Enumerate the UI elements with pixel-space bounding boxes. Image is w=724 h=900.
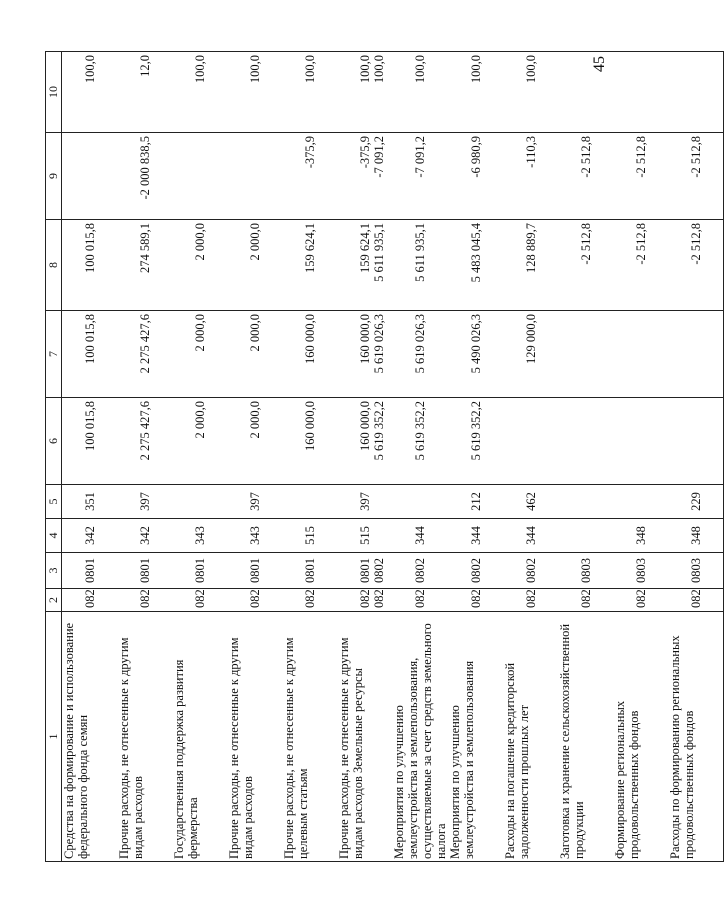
cell-c4: 515 [282,519,337,553]
row-label: Расходы по формированию региональных продовольственных фондов [668,612,724,862]
cell-c6 [503,398,558,485]
cell-c2: 082 [62,589,118,612]
cell-c9: -2 512,8 [668,133,724,220]
cell-c6: 100 015,8 [62,398,118,485]
column-header: 4 [46,519,62,553]
row-label: Формирование региональных продовольственных фондов [613,612,668,862]
cell-c7 [668,311,724,398]
cell-c9: -2 000 838,5 [117,133,172,220]
cell-c9: -2 512,8 [558,133,613,220]
cell-c4: 515 [337,519,392,553]
cell-c7: 5 619 026,3 [392,311,448,398]
table-row [62,52,118,862]
table-row [668,52,724,862]
cell-c5 [172,485,227,519]
column-header: 8 [46,220,62,311]
cell-c3: 0802 [503,553,558,589]
cell-c9 [227,133,282,220]
cell-c7: 5 490 026,3 [448,311,503,398]
cell-c2: 082 [392,589,448,612]
column-header: 6 [46,398,62,485]
cell-c10: 100,0 [392,52,448,133]
cell-c8: 274 589,1 [117,220,172,311]
cell-line: 160 000,0 [358,314,372,364]
cell-c5: 229 [668,485,724,519]
cell-line: 159 624,1 [358,223,372,273]
cell-c4: 344 [503,519,558,553]
cell-c4: 342 [62,519,118,553]
cell-c5: 351 [62,485,118,519]
cell-c2: 082 [172,589,227,612]
table-row [558,52,613,862]
rotated-table-container [45,52,703,862]
table-row [613,52,668,862]
cell-line: -375,9 [358,136,372,169]
cell-c5 [392,485,448,519]
cell-c8: 2 000,0 [172,220,227,311]
cell-c9: -375,9 [282,133,337,220]
column-header: 7 [46,311,62,398]
cell-c8: 159 624,1 [282,220,337,311]
cell-c7: 160 000,0 [282,311,337,398]
cell-c5 [613,485,668,519]
table-row [117,52,172,862]
table-row [448,52,503,862]
cell-c3: 0801 [282,553,337,589]
row-label: Прочие расходы, не отнесенные к другим видам расходов Земельные ресурсы [337,612,392,862]
cell-c6 [613,398,668,485]
row-label: Расходы на погашение кредиторской задолженности прошлых лет [503,612,558,862]
row-label: Государственная поддержка развития фермерства [172,612,227,862]
cell-c9: -6 980,9 [448,133,503,220]
cell-c6: 5 619 352,2 [448,398,503,485]
column-header: 9 [46,133,62,220]
cell-c2: 082 [448,589,503,612]
page-number-text: 45 [591,56,608,72]
cell-c9: -2 512,8 [613,133,668,220]
column-header: 2 [46,589,62,612]
cell-c5: 397 [337,485,392,519]
cell-c3: 0803 [558,553,613,589]
cell-c3: 0801 [172,553,227,589]
cell-line: 5 611 935,1 [372,223,386,282]
cell-c9 [172,133,227,220]
cell-c10 [558,52,613,133]
cell-c9 [62,133,118,220]
cell-c5 [282,485,337,519]
cell-c9 [337,133,392,220]
table-row [282,52,337,862]
cell-c3: 0801 [117,553,172,589]
cell-c10: 100,0 [503,52,558,133]
cell-line: 100,0 [372,55,386,84]
cell-line: 5 619 026,3 [372,314,386,374]
column-header: 1 [46,612,62,862]
cell-c8: -2 512,8 [668,220,724,311]
table-row [337,52,392,862]
row-label: Средства на формирование и использование федерального фонда семян [62,612,118,862]
cell-c8 [337,220,392,311]
cell-c8: -2 512,8 [613,220,668,311]
cell-c6: 2 000,0 [172,398,227,485]
cell-c3: 0801 [62,553,118,589]
cell-c10 [337,52,392,133]
cell-c8: 100 015,8 [62,220,118,311]
column-number-header-row [46,52,62,862]
cell-c4: 343 [227,519,282,553]
cell-line: -7 091,2 [372,136,386,178]
row-label: Мероприятия по улучшению землеустройства и землепользования [448,612,503,862]
cell-c7: 100 015,8 [62,311,118,398]
cell-c2: 082 [117,589,172,612]
cell-line: 5 619 352,2 [372,401,386,461]
cell-c6 [337,398,392,485]
cell-c2: 082 [558,589,613,612]
cell-c10 [668,52,724,133]
cell-c3: 0802 [392,553,448,589]
cell-c2: 082 [227,589,282,612]
cell-c6: 2 275 427,6 [117,398,172,485]
cell-c7: 2 000,0 [172,311,227,398]
cell-line: 100,0 [358,55,372,84]
table-row [392,52,448,862]
cell-c2: 082 [503,589,558,612]
table-row [503,52,558,862]
cell-c3: 0801 [227,553,282,589]
cell-c7 [558,311,613,398]
column-header: 10 [46,52,62,133]
cell-line: 082 [372,589,386,608]
cell-c10 [613,52,668,133]
column-header: 5 [46,485,62,519]
cell-c5: 462 [503,485,558,519]
cell-c5: 397 [117,485,172,519]
cell-c8: 128 889,7 [503,220,558,311]
row-label: Мероприятия по улучшению землеустройства и землепользования, осуществляемые за счет средств земельного налога [392,612,448,862]
cell-c2: 082 [282,589,337,612]
table-row [227,52,282,862]
cell-c10: 12,0 [117,52,172,133]
cell-c10: 100,0 [172,52,227,133]
budget-table [45,51,724,862]
cell-c3 [337,553,392,589]
cell-c3: 0803 [613,553,668,589]
cell-c4: 348 [613,519,668,553]
cell-c9: -7 091,2 [392,133,448,220]
cell-c9: -110,3 [503,133,558,220]
table-body [62,52,724,862]
cell-c8: 2 000,0 [227,220,282,311]
row-label: Прочие расходы, не отнесенные к другим видам расходов [227,612,282,862]
cell-c2: 082 [613,589,668,612]
row-label: Прочие расходы, не отнесенные к другим видам расходов [117,612,172,862]
cell-c6: 2 000,0 [227,398,282,485]
cell-c2 [337,589,392,612]
cell-line: 0802 [372,558,386,583]
cell-c5: 397 [227,485,282,519]
cell-line: 0801 [358,558,372,583]
cell-c6 [558,398,613,485]
cell-c3: 0803 [668,553,724,589]
cell-c4 [558,519,613,553]
cell-c10: 100,0 [62,52,118,133]
cell-line: 160 000,0 [358,401,372,451]
column-header: 3 [46,553,62,589]
cell-c7 [337,311,392,398]
row-label: Заготовка и хранение сельскохозяйственной продукции [558,612,613,862]
cell-c4: 348 [668,519,724,553]
cell-c8: 5 483 045,4 [448,220,503,311]
cell-c8: 5 611 935,1 [392,220,448,311]
cell-c6: 160 000,0 [282,398,337,485]
cell-c10: 100,0 [282,52,337,133]
cell-c7: 2 275 427,6 [117,311,172,398]
cell-c6 [668,398,724,485]
cell-c7: 129 000,0 [503,311,558,398]
cell-c5: 212 [448,485,503,519]
cell-c6: 5 619 352,2 [392,398,448,485]
cell-c2: 082 [668,589,724,612]
row-label: Прочие расходы, не отнесенные к другим целевым статьям [282,612,337,862]
cell-c7 [613,311,668,398]
cell-c4: 344 [392,519,448,553]
cell-c4: 342 [117,519,172,553]
cell-c8: -2 512,8 [558,220,613,311]
cell-c4: 343 [172,519,227,553]
cell-c4: 344 [448,519,503,553]
cell-c10: 100,0 [448,52,503,133]
cell-line: 082 [358,589,372,608]
cell-c5 [558,485,613,519]
cell-c10: 100,0 [227,52,282,133]
table-row [172,52,227,862]
cell-c7: 2 000,0 [227,311,282,398]
cell-c3: 0802 [448,553,503,589]
